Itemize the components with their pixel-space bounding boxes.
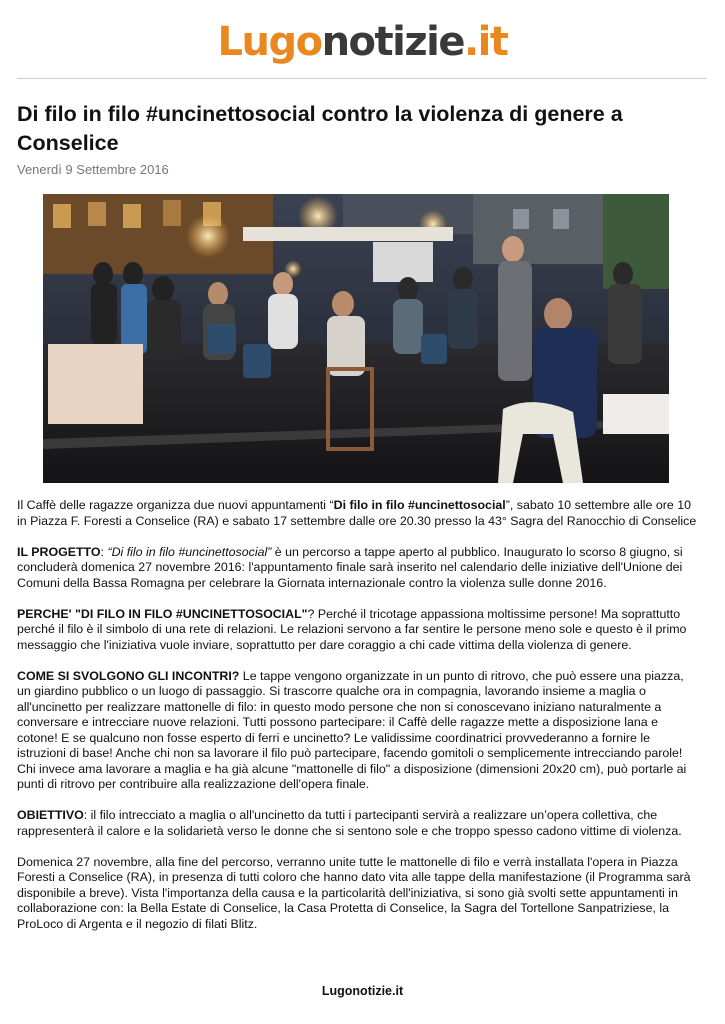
- paragraph-obiettivo: OBIETTIVO: il filo intrecciato a maglia o all'uncinetto da tutti i partecipanti servirà a realizzare un’opera collettiva, che rappresenterà il calore e la solidarietà verso le donne che si sentono sole e che troppo spesso cadono vittime di violenza.: [17, 808, 682, 838]
- heading-perche: PERCHE' "DI FILO IN FILO #UNCINETTOSOCIAL": [17, 606, 308, 621]
- article-photo: [43, 194, 669, 483]
- paragraph-progetto: IL PROGETTO: “Di filo in filo #uncinettosocial” è un percorso a tappe aperto al pubblico. Inaugurato lo scorso 8 giugno, si concluderà domenica 27 novembre 2016: l'appuntamento finale sarà inserito nel calendario delle iniziative dell'Unione dei Comuni della Bassa Romagna per celebrare la Giornata internazionale contro la violenza sulle donne 2016.: [17, 544, 683, 590]
- logo-part-it: .it: [463, 19, 508, 65]
- paragraph-conclusione: Domenica 27 novembre, alla fine del percorso, verranno unite tutte le mattonelle di filo e verrà installata l'opera in Piazza Foresti a Conselice (RA), in presenza di tutti coloro che hanno dato vita alle tappe della manifestazione (il Programma sarà disponibile a breve). Vista l'importanza della causa e la particolarità dell'iniziativa, si sono già svolti sette appuntamenti in collaborazione con: la Bella Estate di Conselice, la Casa Protetta di Conselice, la Sagra del Tortellone Sanpatriziese, la ProLoco di Argenta e il negozio di filati Blitz.: [17, 854, 691, 931]
- article-body: [17, 498, 697, 948]
- article-date: Venerdì 9 Settembre 2016: [17, 162, 169, 177]
- header-divider: [17, 78, 707, 79]
- paragraph-intro: Il Caffè delle ragazze organizza due nuovi appuntamenti “Di filo in filo #uncinettosocial”, sabato 10 settembre alle ore 10 in Piazza F. Foresti a Conselice (RA) e sabato 17 settembre dalle ore 20.30 presso la 43° Sagra del Ranocchio di Conselice: [17, 498, 697, 528]
- event-name: Di filo in filo #uncinettosocial: [333, 498, 506, 512]
- article-title: Di filo in filo #uncinettosocial contro la violenza di genere a Conselice: [17, 102, 623, 155]
- photo-illustration: [43, 194, 669, 483]
- heading-incontri: COME SI SVOLGONO GLI INCONTRI?: [17, 668, 240, 683]
- paragraph-perche: PERCHE' "DI FILO IN FILO #UNCINETTOSOCIAL"? Perché il tricotage appassiona moltissime persone! Ma soprattutto perché il filo è il simbolo di una rete di relazioni. Le relazioni servono a far sentire le persone meno sole e questo è il primo messaggio che l'iniziativa vuole inviare, soprattutto per dare coraggio a chi cade vittima della violenza di genere.: [17, 606, 687, 652]
- site-logo[interactable]: [0, 14, 725, 70]
- footer-site-name[interactable]: Lugonotizie.it: [321, 984, 404, 998]
- heading-progetto: IL PROGETTO: [17, 544, 101, 559]
- logo-part-notizie: notizie: [321, 19, 464, 65]
- paragraph-incontri: COME SI SVOLGONO GLI INCONTRI? Le tappe vengono organizzate in un punto di ritrovo, che può essere una piazza, un giardino pubblico o un luogo di passaggio. Si trascorre qualche ora in compagnia, lavorando insieme a maglia o all'uncinetto per realizzare mattonelle di filo: in questo modo persone che non si conoscevano iniziano naturalmente a conversare e intrecciare nuove relazioni. Tutti possono partecipare: il Caffè delle ragazze mette a disposizione lana e cotone! E se qualcuno non fosse esperto di ferri e uncinetto? Le validissime coordinatrici provvederanno a fornire le istruzioni di base! Anche chi non sa lavorare il filo può partecipare, facendo gomitoli o semplicemente intrecciando parole! Chi invece ama lavorare a maglia e ha già alcune "mattonelle di filo" a disposizione (dimensioni 20x20 cm), può portarle ai punti di ritrovo per contribuire alla realizzazione dell'opera finale.: [17, 668, 687, 791]
- heading-obiettivo: OBIETTIVO: [17, 808, 84, 822]
- logo-part-lugo: Lugo: [217, 19, 322, 65]
